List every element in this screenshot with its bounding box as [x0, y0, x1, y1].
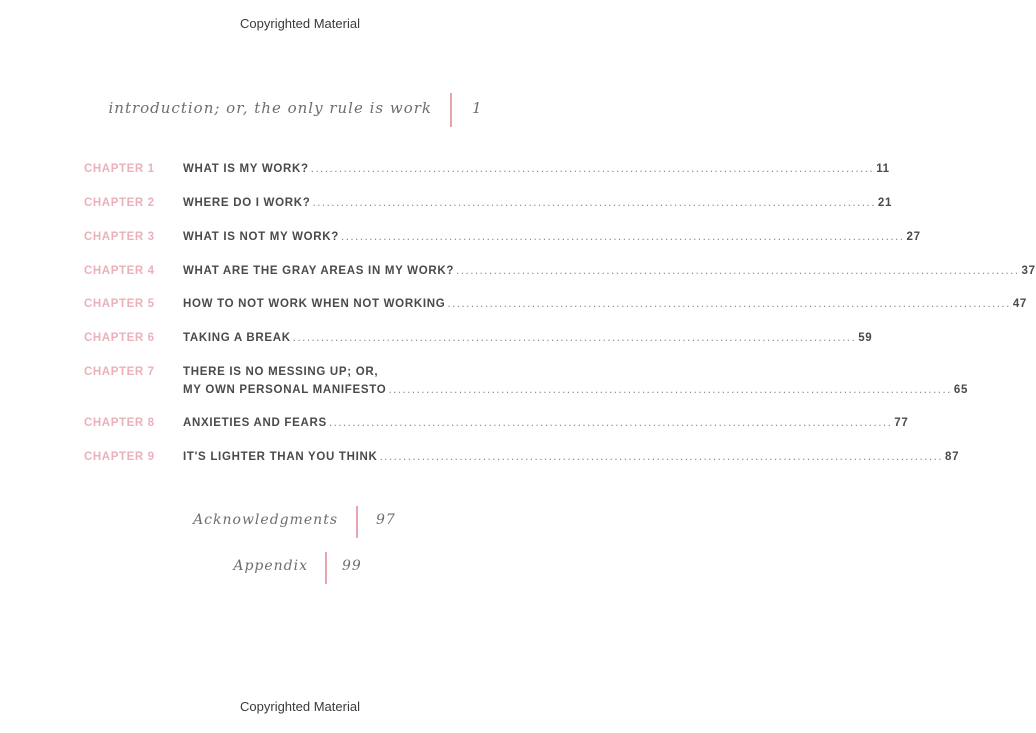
chapter-label: CHAPTER 4 — [84, 265, 155, 277]
chapter-title: WHAT ARE THE GRAY AREAS IN MY WORK? — [183, 265, 455, 277]
chapter-page: 21 — [877, 197, 893, 209]
divider-bar — [450, 93, 452, 127]
chapter-page: 77 — [894, 417, 909, 429]
chapter-label: CHAPTER 8 — [84, 417, 155, 429]
chapter-title: THERE IS NO MESSING UP; OR, — [183, 366, 379, 378]
introduction-title: introduction; or, the only rule is work — [108, 99, 432, 117]
dot-leader: ........................................................................................................................ — [379, 451, 943, 463]
chapter-label: CHAPTER 3 — [84, 231, 155, 243]
dot-leader: ........................................................................................................................ — [292, 332, 857, 344]
introduction-page: 1 — [472, 99, 483, 117]
dot-leader: ........................................................................................................................ — [328, 417, 893, 429]
chapter-label: CHAPTER 1 — [84, 163, 155, 175]
chapter-title: MY OWN PERSONAL MANIFESTO — [183, 384, 387, 396]
chapter-label: CHAPTER 2 — [84, 197, 155, 209]
dot-leader: ........................................................................................................................ — [388, 384, 952, 396]
divider-bar — [356, 506, 358, 538]
chapter-label: CHAPTER 6 — [84, 332, 155, 344]
chapter-page: 11 — [876, 163, 890, 175]
dot-leader: ........................................................................................................................ — [456, 265, 1020, 277]
appendix-page: 99 — [342, 558, 362, 574]
dot-leader: ........................................................................................................................ — [312, 197, 876, 209]
watermark-bottom: Copyrighted Material — [240, 699, 360, 714]
chapter-page: 27 — [906, 231, 921, 243]
chapter-label: CHAPTER 5 — [84, 298, 155, 310]
chapter-page: 65 — [953, 384, 969, 396]
divider-bar — [325, 552, 327, 584]
chapter-title: IT'S LIGHTER THAN YOU THINK — [183, 451, 378, 463]
chapter-page: 59 — [858, 332, 873, 344]
back-matter-appendix[interactable] — [0, 552, 600, 584]
appendix-label: Appendix — [233, 558, 308, 574]
dot-leader: ........................................................................................................................ — [341, 231, 905, 243]
chapter-title: WHAT IS MY WORK? — [183, 163, 309, 175]
chapter-label: CHAPTER 7 — [84, 366, 155, 378]
chapter-title: TAKING A BREAK — [183, 332, 291, 344]
chapter-title: WHERE DO I WORK? — [183, 197, 311, 209]
introduction-entry[interactable] — [0, 93, 600, 127]
chapter-title: WHAT IS NOT MY WORK? — [183, 231, 340, 243]
dot-leader: ........................................................................................................................ — [447, 298, 1011, 310]
chapter-title: HOW TO NOT WORK WHEN NOT WORKING — [183, 298, 446, 310]
chapter-title: ANXIETIES AND FEARS — [183, 417, 327, 429]
dot-leader: ........................................................................................................................ — [310, 163, 875, 175]
watermark-top: Copyrighted Material — [240, 16, 360, 31]
chapter-label: CHAPTER 9 — [84, 451, 155, 463]
chapter-page: 47 — [1012, 298, 1028, 310]
chapter-page: 37 — [1021, 265, 1036, 277]
acknowledgments-page: 97 — [376, 512, 396, 528]
back-matter-acknowledgments[interactable] — [0, 506, 600, 538]
chapter-page: 87 — [944, 451, 960, 463]
acknowledgments-label: Acknowledgments — [193, 512, 338, 528]
